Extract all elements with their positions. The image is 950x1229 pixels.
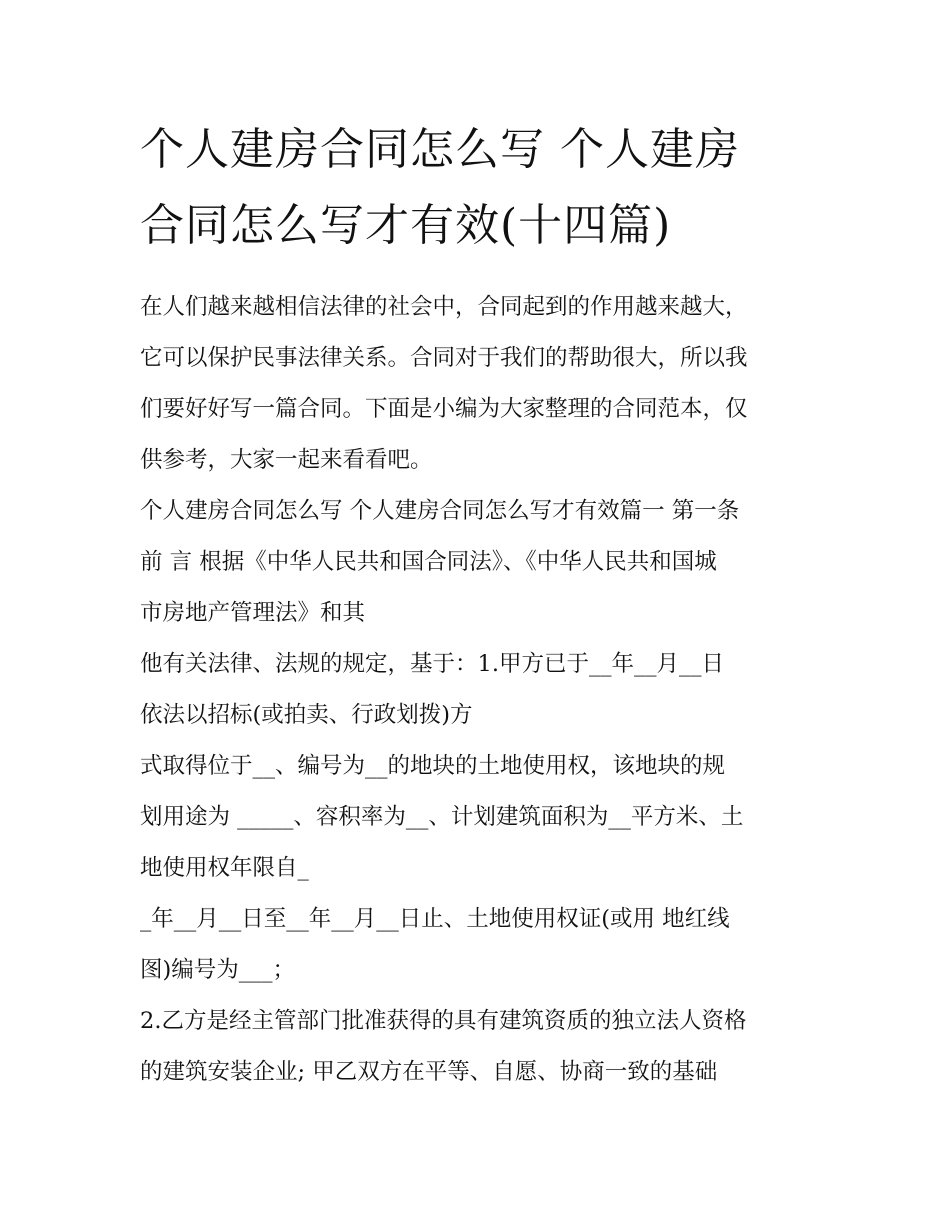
document-page bbox=[140, 112, 812, 1098]
text-line: 划用途为 _____、容积率为__、计划建筑面积为__平方米、土 bbox=[140, 804, 744, 830]
text-line: 它可以保护民事法律关系。合同对于我们的帮助很大，所以我 bbox=[140, 345, 748, 371]
text-line: _年__月__日至__年__月__日止、土地使用权证(或用 地红线 bbox=[140, 906, 730, 932]
clause-paragraph bbox=[140, 996, 812, 1098]
text-line: 式取得位于__、编号为__的地块的土地使用权，该地块的规 bbox=[140, 753, 726, 779]
intro-paragraph bbox=[140, 282, 812, 486]
text-line: 依法以招标(或拍卖、行政划拨)方 bbox=[140, 702, 473, 728]
document-title bbox=[140, 112, 812, 264]
text-line: 他有关法律、法规的规定，基于：1.甲方已于__年__月__日 bbox=[140, 651, 724, 677]
text-line: 2.乙方是经主管部门批准获得的具有建筑资质的独立法人资格 bbox=[140, 1008, 747, 1034]
text-line: 供参考，大家一起来看看吧。 bbox=[140, 447, 433, 473]
title-line: 合同怎么写才有效(十四篇) bbox=[140, 200, 672, 251]
text-line: 图)编号为___； bbox=[140, 957, 296, 983]
text-line: 地使用权年限自_ bbox=[140, 855, 309, 881]
clause-paragraph bbox=[140, 741, 812, 894]
article-heading-paragraph bbox=[140, 486, 812, 639]
text-line: 市房地产管理法》和其 bbox=[140, 600, 366, 626]
text-line: 的建筑安装企业; 甲乙双方在平等、自愿、协商一致的基础 bbox=[140, 1059, 718, 1085]
clause-paragraph bbox=[140, 894, 812, 996]
text-line: 前 言 根据《中华人民共和国合同法》、《中华人民共和国城 bbox=[140, 549, 717, 575]
title-line: 个人建房合同怎么写 个人建房 bbox=[140, 124, 740, 175]
clause-paragraph bbox=[140, 639, 812, 741]
text-line: 在人们越来越相信法律的社会中，合同起到的作用越来越大， bbox=[140, 294, 748, 320]
document-body bbox=[140, 282, 812, 1098]
text-line: 个人建房合同怎么写 个人建房合同怎么写才有效篇一 第一条 bbox=[140, 498, 740, 524]
text-line: 们要好好写一篇合同。下面是小编为大家整理的合同范本，仅 bbox=[140, 396, 748, 422]
